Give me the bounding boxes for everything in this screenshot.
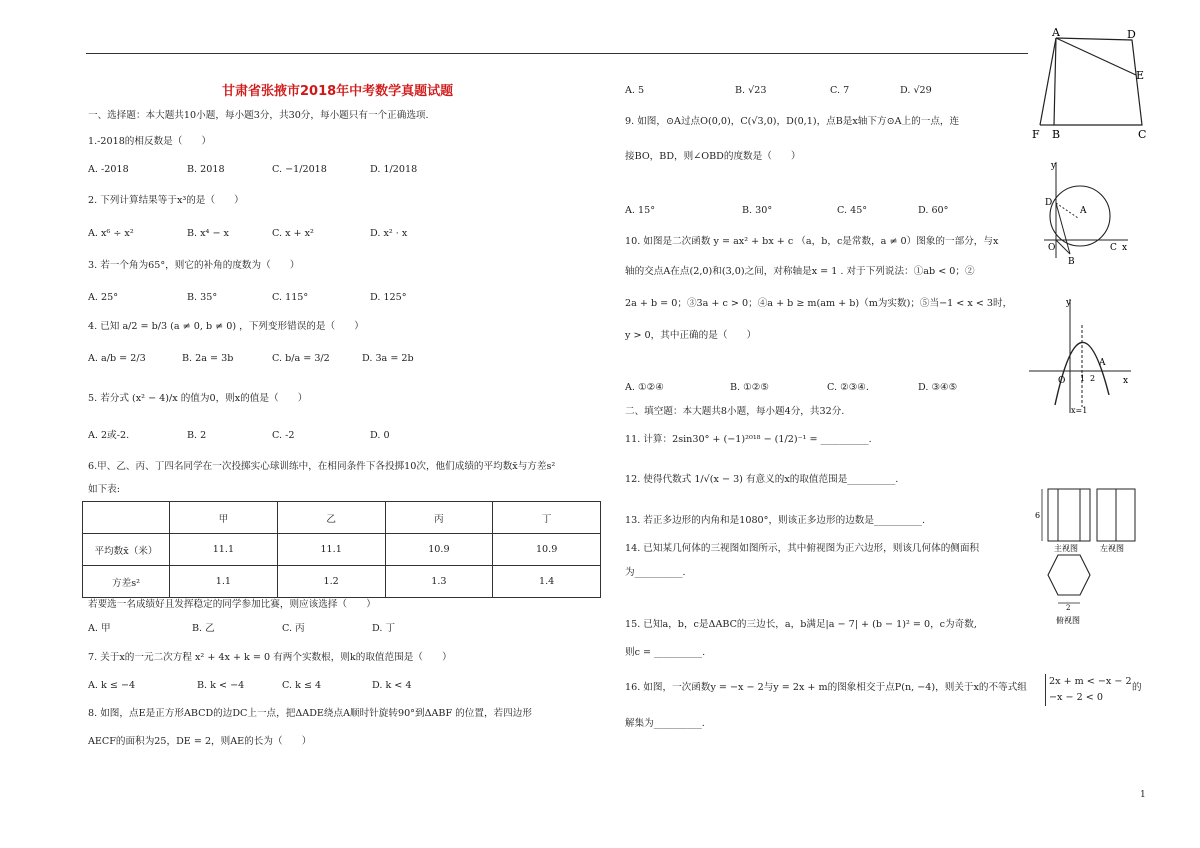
q10-line2: 轴的交点A在点(2,0)和(3,0)之间，对称轴是x = 1 . 对于下列说法：①ab < 0；② bbox=[625, 266, 975, 277]
q14-line1: 14. 已知某几何体的三视图如图所示，其中俯视图为正六边形，则该几何体的侧面积 bbox=[625, 543, 980, 554]
q10-line3: 2a + b = 0；③3a + c > 0；④a + b ≥ m(am + b)（m为实数)；⑤当−1 < x < 3时， bbox=[625, 298, 1013, 309]
q4-option-b: B. 2a = 3b bbox=[182, 353, 234, 364]
q10-figure bbox=[1025, 295, 1135, 420]
q8-label-d: D bbox=[1127, 28, 1136, 41]
q8-option-d: D. √29 bbox=[900, 85, 932, 96]
table-cell: 1.4 bbox=[493, 566, 601, 598]
q8-stem-line1: 8. 如图，点E是正方形ABCD的边DC上一点，把ΔADE绕点A顺时针旋转90°到ΔABF 的位置，若四边形 bbox=[88, 708, 532, 719]
q5-option-c: C. -2 bbox=[272, 430, 295, 441]
q9-label-o: O bbox=[1048, 243, 1056, 253]
q6-option-c: C. 丙 bbox=[282, 623, 305, 634]
q9-stem-line1: 9. 如图，⊙A过点O(0,0)，C(√3,0)，D(0,1)，点B是x轴下方⊙A上的一点，连 bbox=[625, 116, 960, 127]
table-cell: 10.9 bbox=[493, 534, 601, 566]
q10-line1: 10. 如图是二次函数 y = ax² + bx + c （a，b，c是常数，a ≠ 0）图象的一部分，与x bbox=[625, 236, 999, 247]
q6-stem-line1: 6.甲、乙、丙、丁四名同学在一次投掷实心球训练中，在相同条件下各投掷10次，他们成绩的平均数x̄与方差s² bbox=[88, 461, 556, 472]
q6-table bbox=[82, 501, 601, 598]
q12-stem: 12. 使得代数式 1/√(x − 3) 有意义的x的取值范围是__________. bbox=[625, 474, 899, 485]
q14-front-view-label: 主视图 bbox=[1054, 544, 1078, 553]
q5-stem: 5. 若分式 (x² − 4)/x 的值为0，则x的值是（ ） bbox=[88, 393, 308, 404]
q8-stem-line2: AECF的面积为25，DE = 2，则AE的长为（ ） bbox=[88, 736, 312, 747]
q9-label-c: C bbox=[1110, 243, 1117, 253]
q9-label-b: B bbox=[1068, 257, 1075, 267]
q4-option-d: D. 3a = 2b bbox=[362, 353, 414, 364]
q8-label-f: F bbox=[1032, 128, 1040, 141]
q11-stem: 11. 计算：2sin30° + (−1)²⁰¹⁸ − (1/2)⁻¹ = __________. bbox=[625, 434, 872, 445]
table-row bbox=[83, 534, 601, 566]
table-header: 乙 bbox=[277, 502, 385, 534]
q3-option-b: B. 35° bbox=[187, 292, 218, 303]
q5-option-b: B. 2 bbox=[187, 430, 207, 441]
q8-label-a: A bbox=[1052, 26, 1060, 39]
q8-label-b: B bbox=[1052, 128, 1061, 141]
q9-label-x: x bbox=[1122, 243, 1128, 253]
q10-label-x: x bbox=[1123, 376, 1129, 386]
q7-option-a: A. k ≤ −4 bbox=[88, 680, 136, 691]
q2-option-d: D. x² · x bbox=[370, 228, 408, 239]
table-row-label: 平均数x̄（米） bbox=[83, 534, 170, 566]
q2-option-b: B. x⁴ − x bbox=[187, 228, 229, 239]
table-cell: 11.1 bbox=[170, 534, 278, 566]
q6-stem-line2: 如下表: bbox=[88, 484, 121, 495]
q6-option-b: B. 乙 bbox=[192, 623, 215, 634]
q5-option-d: D. 0 bbox=[370, 430, 390, 441]
q7-option-d: D. k < 4 bbox=[372, 680, 412, 691]
q9-label-d: D bbox=[1045, 198, 1053, 208]
q16-system-tail: 的 bbox=[1132, 682, 1142, 693]
q2-option-a: A. x⁶ ÷ x² bbox=[88, 228, 134, 239]
table-row bbox=[83, 566, 601, 598]
q4-option-c: C. b/a = 3/2 bbox=[272, 353, 330, 364]
table-row bbox=[83, 502, 601, 534]
q4-option-a: A. a/b = 2/3 bbox=[88, 353, 146, 364]
q9-option-c: C. 45° bbox=[837, 205, 868, 216]
q15-line2: 则c = __________. bbox=[625, 647, 706, 658]
q2-option-c: C. x + x² bbox=[272, 228, 314, 239]
q1-option-c: C. −1/2018 bbox=[272, 164, 327, 175]
q14-figure bbox=[1030, 483, 1160, 633]
q1-option-d: D. 1/2018 bbox=[370, 164, 418, 175]
q9-option-a: A. 15° bbox=[625, 205, 656, 216]
q7-option-c: C. k ≤ 4 bbox=[282, 680, 322, 691]
table-cell: 11.1 bbox=[277, 534, 385, 566]
q16-system bbox=[1045, 674, 1132, 706]
q10-option-d: D. ③④⑤ bbox=[918, 382, 958, 393]
q16-system-eq2: −x − 2 < 0 bbox=[1049, 692, 1103, 703]
q14-top-view-label: 俯视图 bbox=[1056, 616, 1080, 625]
q1-stem: 1.-2018的相反数是（ ） bbox=[88, 136, 212, 147]
q8-option-b: B. √23 bbox=[735, 85, 767, 96]
q10-label-o: O bbox=[1058, 376, 1066, 386]
table-header: 丁 bbox=[493, 502, 601, 534]
q10-line4: y > 0，其中正确的是（ ） bbox=[625, 330, 757, 341]
q9-label-y: y bbox=[1051, 161, 1057, 171]
q13-stem: 13. 若正多边形的内角和是1080°，则该正多边形的边数是__________. bbox=[625, 515, 926, 526]
q14-line2: 为__________. bbox=[625, 567, 686, 578]
table-header: 丙 bbox=[385, 502, 493, 534]
table-row-label: 方差s² bbox=[83, 566, 170, 598]
q10-label-2: 2 bbox=[1090, 374, 1096, 383]
q5-option-a: A. 2或-2. bbox=[88, 430, 130, 441]
q6-question: 若要选一名成绩好且发挥稳定的同学参加比赛，则应该选择（ ） bbox=[88, 599, 376, 610]
q10-label-axis: x=1 bbox=[1071, 406, 1088, 415]
q10-label-1: 1 bbox=[1080, 374, 1086, 383]
q1-option-a: A. -2018 bbox=[88, 164, 129, 175]
table-cell: 1.1 bbox=[170, 566, 278, 598]
q8-figure bbox=[1030, 25, 1150, 145]
q9-stem-line2: 接BO，BD，则∠OBD的度数是（ ） bbox=[625, 151, 801, 162]
page-title: 甘肃省张掖市2018年中考数学真题试题 bbox=[222, 84, 454, 99]
q15-line1: 15. 已知a，b，c是ΔABC的三边长，a，b满足|a − 7| + (b − 1)² = 0，c为奇数, bbox=[625, 619, 977, 630]
q8-option-a: A. 5 bbox=[625, 85, 645, 96]
q9-option-b: B. 30° bbox=[742, 205, 773, 216]
q6-option-a: A. 甲 bbox=[88, 623, 111, 634]
q4-stem: 4. 已知 a/2 = b/3 (a ≠ 0, b ≠ 0) ，下列变形错误的是（ ） bbox=[88, 321, 364, 332]
q3-option-c: C. 115° bbox=[272, 292, 309, 303]
table-header: 甲 bbox=[170, 502, 278, 534]
section-2-heading: 二、填空题：本大题共8小题，每小题4分，共32分. bbox=[625, 406, 845, 417]
q10-option-a: A. ①②④ bbox=[625, 382, 664, 393]
q8-label-e: E bbox=[1136, 69, 1145, 82]
q9-figure bbox=[1040, 158, 1130, 268]
q14-left-view-label: 左视图 bbox=[1100, 544, 1124, 553]
q10-option-c: C. ②③④. bbox=[827, 382, 869, 393]
q14-height-label: 6 bbox=[1035, 511, 1041, 520]
q3-option-d: D. 125° bbox=[370, 292, 407, 303]
table-cell bbox=[83, 502, 170, 534]
table-cell: 1.2 bbox=[277, 566, 385, 598]
q2-stem: 2. 下列计算结果等于x³的是（ ） bbox=[88, 195, 244, 206]
header-rule bbox=[86, 53, 1028, 54]
q1-option-b: B. 2018 bbox=[187, 164, 225, 175]
q9-label-a: A bbox=[1080, 206, 1087, 216]
q3-stem: 3. 若一个角为65°，则它的补角的度数为（ ） bbox=[88, 260, 300, 271]
q16-line1: 16. 如图，一次函数y = −x − 2与y = 2x + m的图象相交于点P(n, −4)，则关于x的不等式组 bbox=[625, 682, 1027, 693]
q8-option-c: C. 7 bbox=[830, 85, 850, 96]
page-number: 1 bbox=[1140, 790, 1146, 800]
q3-option-a: A. 25° bbox=[88, 292, 119, 303]
q10-option-b: B. ①②⑤ bbox=[730, 382, 769, 393]
q7-option-b: B. k < −4 bbox=[197, 680, 245, 691]
q6-option-d: D. 丁 bbox=[372, 623, 396, 634]
q9-option-d: D. 60° bbox=[918, 205, 949, 216]
q16-system-eq1: 2x + m < −x − 2 bbox=[1049, 676, 1132, 687]
q16-line2: 解集为__________. bbox=[625, 718, 705, 729]
section-1-heading: 一、选择题：本大题共10小题，每小题3分，共30分，每小题只有一个正确选项. bbox=[88, 110, 429, 121]
table-cell: 1.3 bbox=[385, 566, 493, 598]
q8-label-c: C bbox=[1138, 128, 1147, 141]
q10-label-y: y bbox=[1066, 298, 1072, 308]
q10-label-a: A bbox=[1099, 358, 1106, 368]
q14-width-label: 2 bbox=[1066, 604, 1071, 612]
table-cell: 10.9 bbox=[385, 534, 493, 566]
q7-stem: 7. 关于x的一元二次方程 x² + 4x + k = 0 有两个实数根，则k的取值范围是（ ） bbox=[88, 652, 452, 663]
